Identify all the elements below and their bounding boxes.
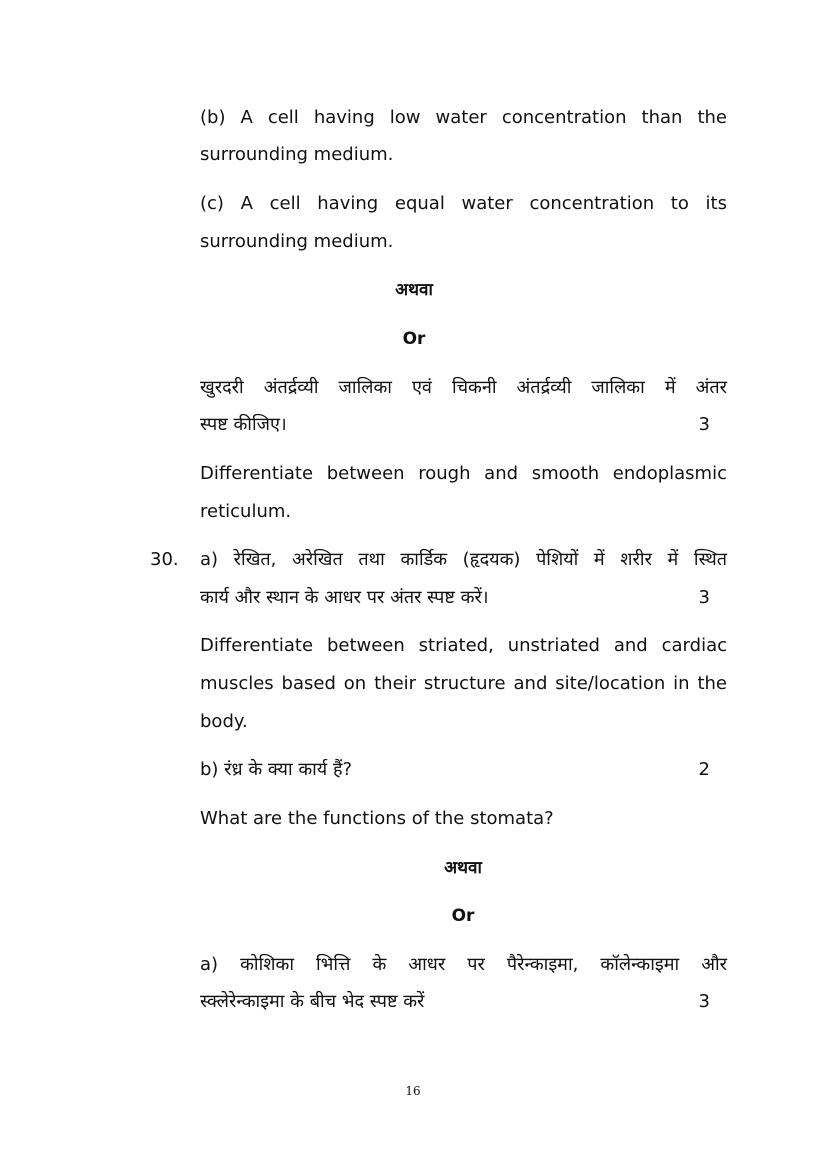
q29-option-c-line1: (c) A cell having equal water concentration to its [200, 193, 727, 214]
or-heading-english-1: Or [402, 329, 426, 349]
q30-b-hindi-row [200, 758, 727, 782]
q30-a-hindi-line2-row [200, 586, 727, 610]
or-heading-english-2: Or [451, 906, 475, 926]
q30-b-hindi: b) रंध्र के क्या कार्य हैं? [200, 759, 353, 780]
q29-alt-english-line2: reticulum. [200, 501, 292, 522]
page-number: 16 [405, 1084, 421, 1098]
question-number-30: 30. [150, 549, 179, 570]
q30-a-english-line2: muscles based on their structure and site/location in the [200, 673, 727, 694]
q30-a-hindi-line1: a) रेखित, अरेखित तथा कार्डिक (हृदयक) पेशियों में शरीर में स्थित [200, 549, 727, 570]
q30-b-marks: 2 [698, 759, 710, 780]
q29-alt-marks: 3 [698, 414, 710, 435]
q30-alt-a-hindi-line1: a) कोशिका भित्ति के आधर पर पैरेन्काइमा, कॉलेन्काइमा और [200, 954, 727, 975]
q30-a-english-line1: Differentiate between striated, unstriated and cardiac [200, 635, 727, 656]
q30-alt-a-hindi-line2: स्क्लेरेन्काइमा के बीच भेद स्पष्ट करें [200, 991, 425, 1012]
q30-a-hindi-line2: कार्य और स्थान के आधर पर अंतर स्पष्ट करें। [200, 587, 489, 608]
q30-alt-a-marks: 3 [698, 991, 710, 1012]
or-heading-hindi-2: अथवा [444, 858, 482, 878]
q30-alt-a-hindi-line2-row [200, 990, 727, 1014]
q29-option-b-line1: (b) A cell having low water concentration than the [200, 107, 727, 128]
q29-option-c-line2: surrounding medium. [200, 231, 394, 252]
q29-alt-english-line1: Differentiate between rough and smooth endoplasmic [200, 463, 727, 484]
q30-b-english: What are the functions of the stomata? [200, 808, 554, 829]
q30-a-marks: 3 [698, 587, 710, 608]
or-heading-hindi-1: अथवा [395, 280, 433, 300]
q29-alt-hindi-line2: स्पष्ट कीजिए। [200, 414, 287, 435]
q30-a-english-line3: body. [200, 711, 248, 732]
q29-option-b-line2: surrounding medium. [200, 144, 394, 165]
q29-alt-hindi-line1: खुरदरी अंतर्द्रव्यी जालिका एवं चिकनी अंतर्द्रव्यी जालिका में अंतर [200, 377, 727, 398]
q29-alt-hindi-line2-row [200, 413, 727, 437]
